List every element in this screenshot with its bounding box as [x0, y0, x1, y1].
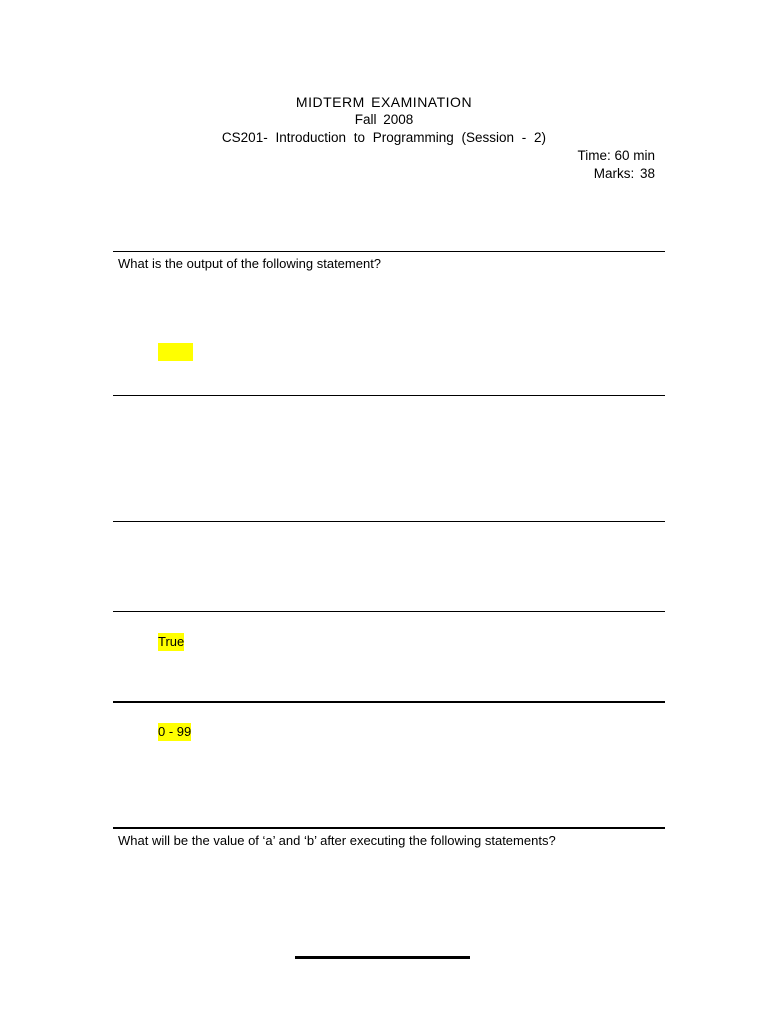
- question-6-prompt: What will be the value of ‘a’ and ‘b’ after executing the following statements?: [118, 833, 556, 848]
- question-1-prompt: What is the output of the following statement?: [118, 256, 382, 271]
- question-divider: [113, 521, 665, 522]
- question-divider: [113, 251, 665, 252]
- question-divider: [113, 827, 665, 829]
- exam-marks: Marks: 38: [593, 166, 655, 181]
- exam-time: Time: 60 min: [577, 148, 655, 163]
- question-divider: [113, 701, 665, 703]
- exam-title: MIDTERM EXAMINATION: [295, 94, 473, 110]
- question-5-answer: 0 - 99: [158, 724, 192, 739]
- question-divider: [113, 395, 665, 396]
- exam-term: Fall 2008: [354, 112, 414, 127]
- question-1-answer-highlight: [158, 343, 193, 361]
- exam-course: CS201- Introduction to Programming (Session - 2): [221, 130, 547, 145]
- footer-bar: [295, 956, 470, 959]
- question-4-answer: True: [158, 634, 185, 649]
- question-divider: [113, 611, 665, 612]
